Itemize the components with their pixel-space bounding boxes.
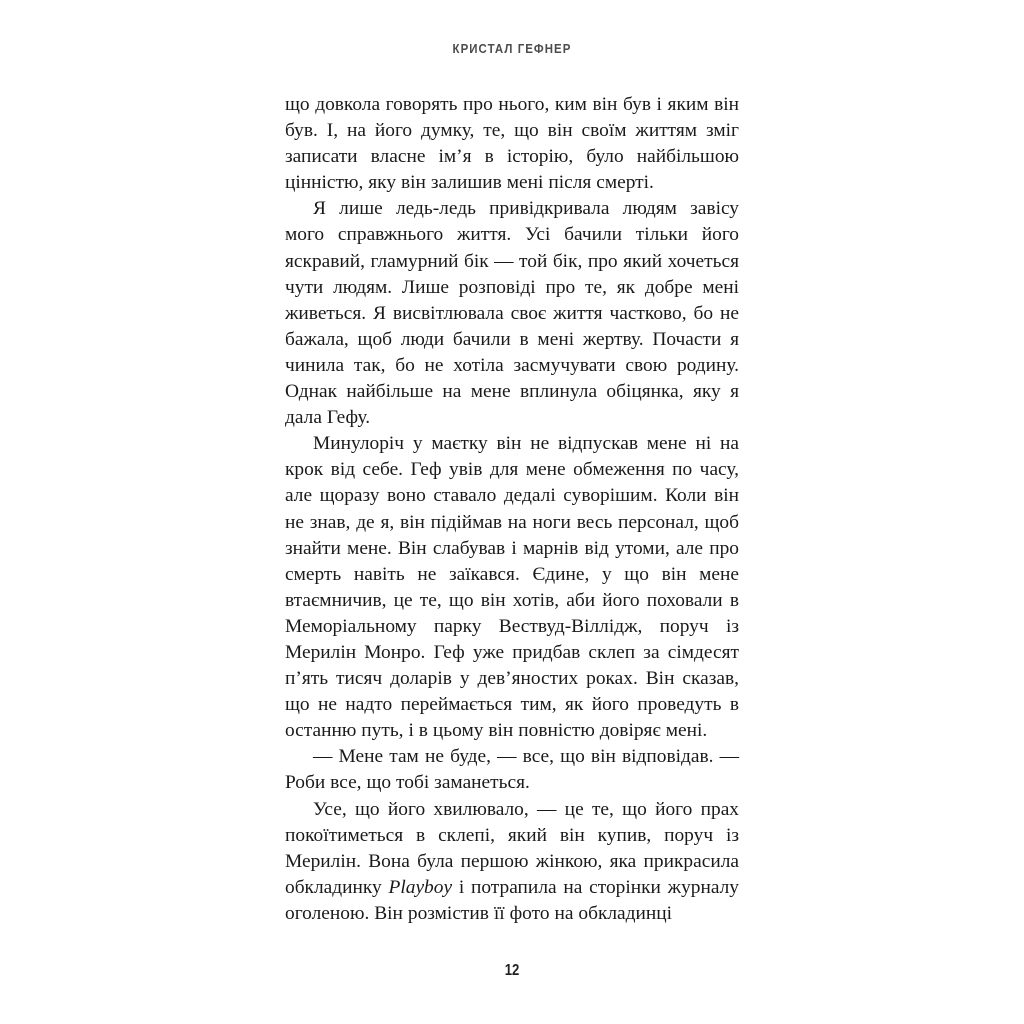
paragraph: Минулоріч у маєтку він не відпускав мене ні на крок від себе. Геф увів для мене обмеження по часу, але щоразу воно ставало дедалі суворішим. Коли він не знав, де я, він підіймав на ноги весь персонал, щоб знайти мене. Він слабував і марнів від утоми, але про смерть навіть не заїкався. Єдине, у що він мене втаємничив, це те, що він хотів, аби його поховали в Меморіальному парку Вествуд-Віллідж, поруч із Мерилін Монро. Геф уже придбав склеп за сімдесят п’ять тисяч доларів у дев’яностих роках. Він сказав, що не надто переймається тим, як його проведуть в останню путь, і в цьому він повністю довіряє мені. bbox=[285, 433, 739, 742]
paragraph: Я лише ледь-ледь привідкривала людям завісу мого справжнього життя. Усі бачили тільки його яскравий, гламурний бік — той бік, про який хочеться чути людям. Лише розповіді про те, як добре мені живеться. Я висвітлювала своє життя частково, бо не бажала, щоб люди бачили в мені жертву. Почасти я чинила так, бо не хотіла засмучувати свою родину. Однак найбільше на мене вплинула обіцянка, яку я дала Гефу. bbox=[285, 198, 739, 429]
running-header: КРИСТАЛ ГЕФНЕР bbox=[452, 41, 572, 56]
text-column bbox=[285, 92, 739, 927]
page-number: 12 bbox=[504, 962, 520, 979]
paragraph: що довкола говорять про нього, ким він був і яким він був. І, на його думку, те, що він своїм життям зміг записати власне ім’я в історію, було найбільшою цінністю, яку він залишив мені після смерті. bbox=[285, 94, 739, 194]
paragraph-with-italic: Усе, що його хвилювало, — це те, що його прах покоїтиметься в склепі, який він купив, поруч із Мерилін. Вона була першою жінкою, яка прикрасила обкладинку Playboy і потрапила на сторінки журналу оголеною. Він розмістив її фото на обкладинці bbox=[285, 798, 739, 924]
italic-title: Playboy bbox=[388, 876, 453, 898]
paragraph-dialogue: — Мене там не буде, — все, що він відповідав. — Роби все, що тобі заманеться. bbox=[285, 746, 739, 794]
